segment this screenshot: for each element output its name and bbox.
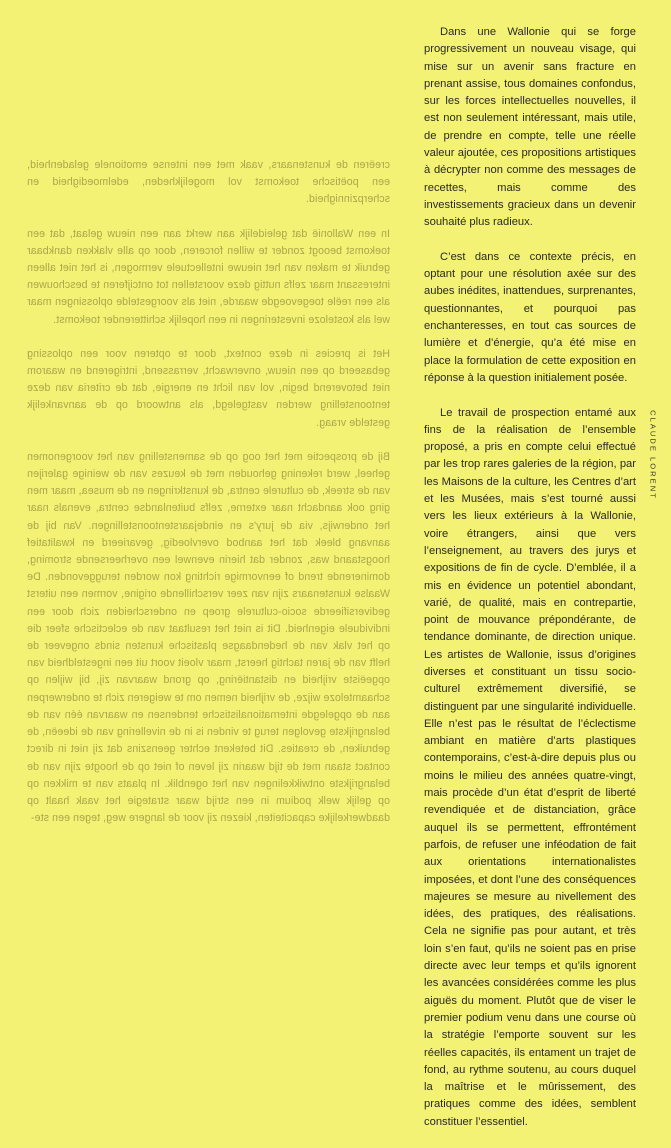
mirrored-paragraph-2: In een Wallonië dat geleidelijk aan werkt aan een nieuw gelaat, dat een toekomst beoogt zonder te willen forceren, door op alle vlakken dankbaar gebruik te maken van het nieuwe intellectuele vermogen, is het niet alleen interessant maar zelfs nuttig deze voorstellen tot ontcijferen te beschouwen als een reële toegevoegde waarde, niet als voorgestelde oplossingen maar wel als kosteloze investeringen in een hopelijk schitterender toekomst. (27, 227, 390, 326)
mirrored-paragraph-4: Bij de prospectie met het oog op de samenstelling van het voorgenomen geheel, werd rekening gehouden met de keuzes van de weinige galerijen van de streek, de culturele centra, de kunstkringen en de musea, maar men ging ook aandacht naar externe, zelfs buitenlandse centra, evenals naar het onderwijs, via de jury's en eindejaarstentoonstellingen. Van bij de aanvang bleek dat het aanbod overvloedig, gevarieerd en kwalitatief hoogstaand was, zonder dat hierin evenwel een overheersende stroming, dominerende trend of eenvormige richting kon worden teruggevonden. De Waalse kunstenaars zijn van zeer verschillende origine, vormen een uiterst gediversifieerde socio-culturele groep en onderscheiden zich door een individuele eigenheid. Dit is niet het resultaat van de eclectische sfeer die op het vlak van de hedendaagse plastische kunsten sinds ongeveer de helft van de jaren tachtig heerst, maar vloeit voort uit een ingesteldheid van opgeëiste vrijheid en distantiëring, op grond waarvan zij, bij wijlen op schaamteloze wijze, de vrijheid nemen om te weigeren zich te onderwerpen aan de opgelegde internationalistische tendensen en waarvan één van de belangrijkste gevolgen terug te vinden is in de nivellering van de ideeën, de gebruiken, de creaties. Dit betekent echter geenszins dat zij niet in direct contact staan met de tijd waarin zij leven of niet op de hoogte zijn van de belangrijkste ontwikkelingen van het ogenblik. In plaats van te mikken op op gelijk welk podium in een strijd waar strategie het vaak haalt op daadwerkelijke capaciteiten, kiezen zij voor de langere weg, tegen een ste- (27, 450, 390, 825)
paragraph-3: Le travail de prospection entamé aux fins de la réalisation de l’ensemble proposé, a pris en compte celui effectué par les trop rares galeries de la région, par les Maisons de la culture, les Centres d’art et les Musées, mais s’est tourné aussi vers les lieux extérieurs à la Wallonie, voire étrangers, ainsi que vers l’enseignement, au travers des jurys et expositions de fin de cycle. D’emblée, il a mis en évidence un potentiel abondant, varié, de qualité, mais en contrepartie, point de mouvance prépondérante, de tendance dominante, de direction unique. Les artistes de Wallonie, issus d’origines diverses et constituant un tissu socio-culturel extrêmement diversifié, se distinguent par une singularité individuelle. Elle n’est pas le résultat de l’éclectisme ambiant en matière d’arts plastiques contemporains, c’est-à-dire depuis plus ou moins le milieu des années quatre-vingt, mais procède d’un état d’esprit de liberté revendiquée et de distanciation, grâce auquel ils se permettent, effrontément parfois, de refuser une inféodation de fait aux orientations internationalistes imposées, et dont l’une des conséquences majeures se mesure au nivellement des idées, des pratiques, des réalisations. Cela ne signifie pas pour autant, et très loin s’en faut, qu’ils ne soient pas en prise directe avec leur temps et qu’ils ignorent les avancées considérées comme les plus aiguës du moment. Plutôt que de viser le premier podium venu dans une course où la stratégie l’emporte souvent sur les réelles capacités, ils entament un trajet de fond, au rythme soutenu, au cours duquel la maîtrise et le mûrissement, des pratiques comme des idées, semblent constituer l’essentiel. (424, 406, 636, 1128)
mirrored-paragraph-3: Het is precies in deze context, door te opteren voor een oplossing gebaseerd op een nieuw, onverwacht, verrassend, intrigerend en waarom niet betoverend begin, vol van licht en energie, dat de criteria van deze tentoonstelling werden vastgelegd, als antwoord op de aanvankelijk gestelde vraag. (27, 347, 390, 429)
paragraph-2: C’est dans ce contexte précis, en optant pour une résolution axée sur des aubes inédites, inattendues, surprenantes, questionnantes, et pourquoi pas enchanteresses, en tout cas sources de lumière et d’énergie, qu’a été mise en place la formulation de cette exposition en réponse à la question initialement posée. (424, 250, 636, 384)
author-vertical-label: CLAUDE LORENT (648, 410, 658, 500)
main-text-column (424, 24, 636, 1148)
mirrored-show-through-text (27, 157, 390, 844)
paragraph-1: Dans une Wallonie qui se forge progressivement un nouveau visage, qui mise sur un avenir sans fracture en prenant assise, tous domaines confondus, sur les forces intellectuelles nouvelles, il est non seulement intéressant, mais utile, de prendre en compte, telle une réelle valeur ajoutée, ces propositions artistiques à décrypter non comme des messages de recettes, mais comme des investissements gracieux dans un devenir souhaité plus radieux. (424, 26, 636, 229)
mirrored-paragraph-1: creëren de kunstenaars, vaak met een intense emotionele geladenheid, een poëtische toekomst vol mogelijkheden, edelmoedigheid en scherpzinnigheid. (27, 159, 390, 206)
